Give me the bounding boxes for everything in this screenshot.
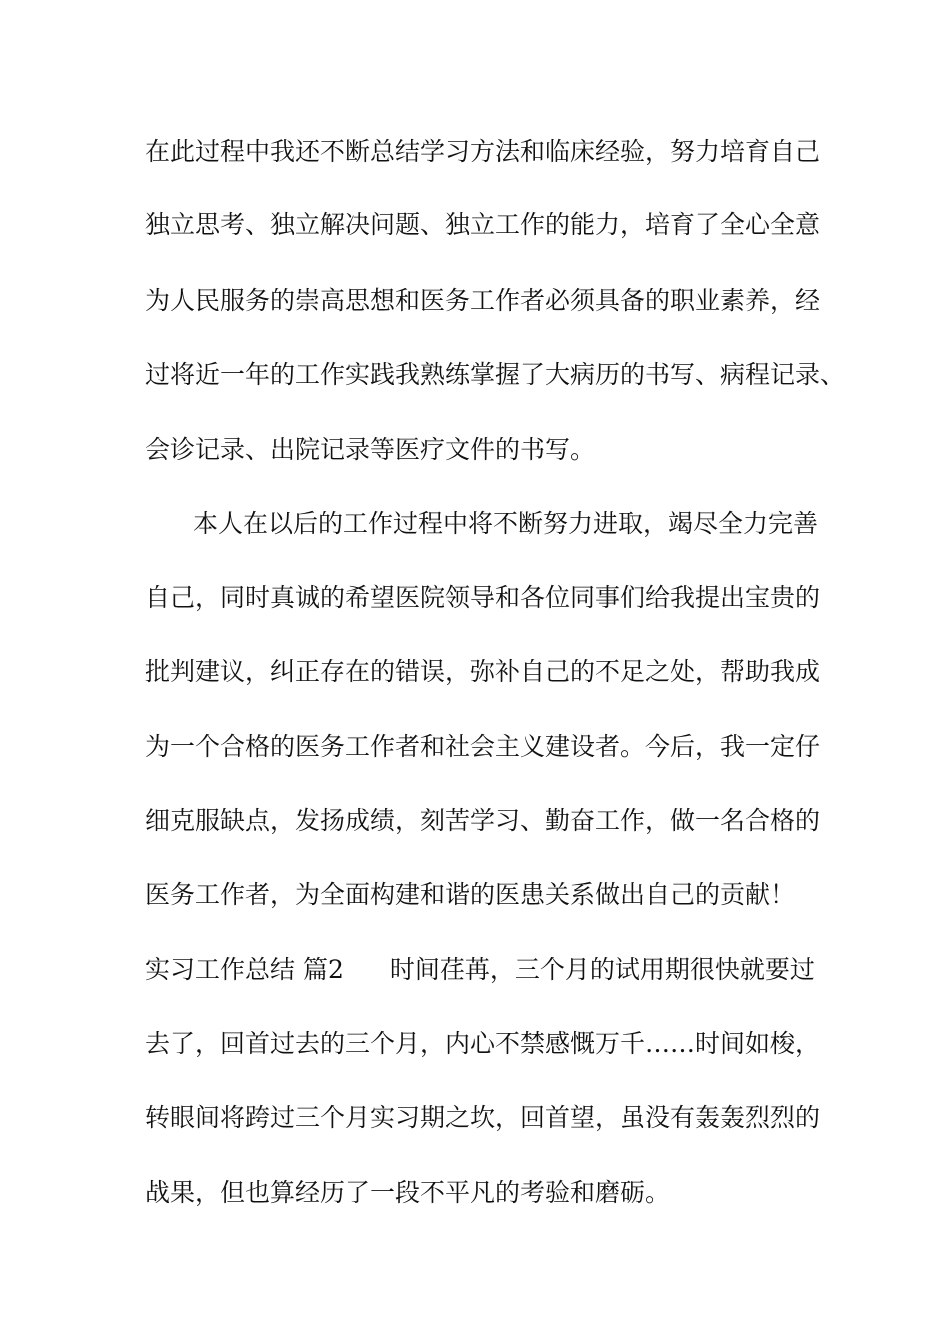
paragraph-line: 会诊记录、出院记录等医疗文件的书写。 xyxy=(145,435,596,464)
paragraph-line: 为人民服务的崇高思想和医务工作者必须具备的职业素养，经 xyxy=(145,286,821,315)
paragraph-line: 战果，但也算经历了一段不平凡的考验和磨砺。 xyxy=(145,1178,671,1207)
paragraph-line: 为一个合格的医务工作者和社会主义建设者。今后，我一定仔 xyxy=(145,732,821,761)
section-first-line: 时间荏苒，三个月的试用期很快就要过 xyxy=(389,955,815,984)
paragraph-line: 在此过程中我还不断总结学习方法和临床经验，努力培育自己 xyxy=(145,137,821,166)
section-heading-line xyxy=(145,954,815,986)
paragraph-line: 细克服缺点，发扬成绩，刻苦学习、勤奋工作，做一名合格的 xyxy=(145,806,821,835)
paragraph-line: 批判建议，纠正存在的错误，弥补自己的不足之处，帮助我成 xyxy=(145,657,821,686)
paragraph-line: 医务工作者，为全面构建和谐的医患关系做出自己的贡献！ xyxy=(145,880,796,909)
paragraph-line: 独立思考、独立解决问题、独立工作的能力，培育了全心全意 xyxy=(145,210,821,239)
paragraph-line: 转眼间将跨过三个月实习期之坎，回首望，虽没有轰轰烈烈的 xyxy=(145,1103,821,1132)
section-heading: 实习工作总结 篇2 xyxy=(145,955,344,984)
paragraph-line: 过将近一年的工作实践我熟练掌握了大病历的书写、病程记录、 xyxy=(145,360,846,389)
paragraph-line: 本人在以后的工作过程中将不断努力进取，竭尽全力完善 xyxy=(193,509,819,538)
paragraph-line: 去了，回首过去的三个月，内心不禁感慨万千……时间如梭， xyxy=(145,1029,821,1058)
paragraph-line: 自己，同时真诚的希望医院领导和各位同事们给我提出宝贵的 xyxy=(145,583,821,612)
